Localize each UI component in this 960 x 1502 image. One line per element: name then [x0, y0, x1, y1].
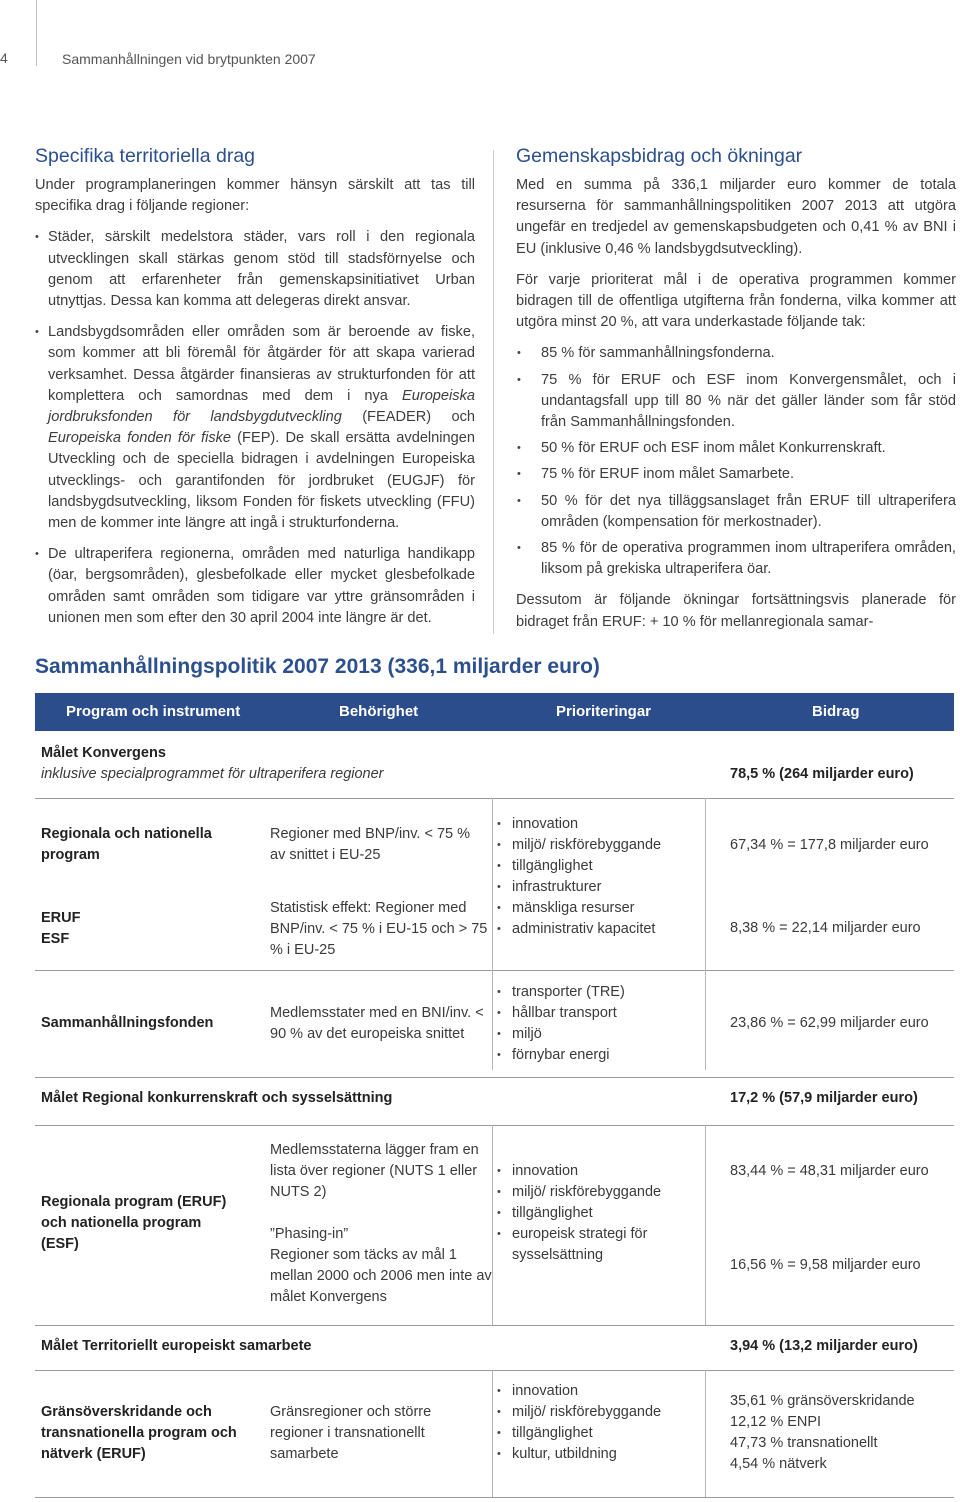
list-item: • europeisk strategi för sysselsättning	[495, 1224, 705, 1266]
row-divider	[35, 1370, 954, 1371]
eligibility: Medlemsstaterna lägger fram en lista över regioner (NUTS 1 eller NUTS 2)	[270, 1142, 479, 1200]
eligibility: Medlemsstater med en BNI/inv. < 90 % av det europeiska snittet	[270, 1005, 484, 1042]
contribution: 83,44 % = 48,31 miljarder euro	[730, 1163, 929, 1179]
running-title: Sammanhållningen vid brytpunkten 2007	[62, 51, 316, 67]
eligibility: Regioner med BNP/inv. < 75 % av snittet i EU-25	[270, 826, 471, 863]
right-paragraph-1: Med en summa på 336,1 miljarder euro kommer de totala resurserna för sammanhållningspolitiken 2007 2013 att utgöra ungefär en tredjedel av gemenskapsbudgeten och 0,41 % av BNI i EU (inklusive 0,46 % landsbygdsutveckling).	[516, 177, 956, 257]
program-name: Sammanhållningsfonden	[41, 1015, 214, 1031]
column-header: Program och instrument	[66, 703, 241, 720]
row-divider	[35, 798, 954, 799]
list-item: • innovation	[495, 1161, 705, 1182]
list-item: • De ultraperifera regionerna, områden med naturliga handikapp (öar, bergsområden), glesbefolkade eller mycket glesbefolkade områden samt områden som tidigare var yttre gränsområden i unionen men som efter den 30 april 2004 inte längre är det.	[35, 544, 475, 629]
list-item: • 75 % för ERUF inom målet Samarbete.	[516, 464, 956, 485]
priority-list	[495, 1381, 705, 1465]
phasing-in-label: ”Phasing-in”	[270, 1226, 349, 1242]
row-divider	[35, 970, 954, 971]
right-column	[516, 143, 956, 643]
table-header	[35, 693, 954, 731]
list-item: • tillgänglighet	[495, 1203, 705, 1224]
list-item: • tillgänglighet	[495, 1423, 705, 1444]
contribution: 35,61 % gränsöverskridande	[730, 1393, 915, 1409]
right-heading: Gemenskapsbidrag och ökningar	[516, 145, 803, 167]
list-item: • 50 % för ERUF och ESF inom målet Konkurrenskraft.	[516, 438, 956, 459]
column-header: Prioriteringar	[556, 703, 652, 720]
fund-name: ESF	[41, 931, 70, 947]
column-divider	[493, 150, 494, 634]
list-item: • miljö	[495, 1024, 705, 1045]
program-name: Regionala program (ERUF) och nationella program (ESF)	[41, 1194, 227, 1252]
goal-total: 78,5 % (264 miljarder euro)	[730, 766, 914, 782]
list-item: • miljö/ riskförebyggande	[495, 1182, 705, 1203]
right-paragraph-2: För varje prioriterat mål i de operativa programmen kommer bidragen till de offentliga utgifterna från fonderna, vilka kommer att utgöra minst 20 %, att vara underkastade följande tak:	[516, 271, 956, 331]
page-number: 4	[0, 50, 8, 66]
list-item: • 50 % för det nya tilläggsanslaget från ERUF till ultraperifera områden (kompensation för merkostnader).	[516, 491, 956, 533]
column-divider	[705, 1125, 706, 1325]
list-item: • hållbar transport	[495, 1003, 705, 1024]
program-name: Gränsöverskridande och transnationella program och nätverk (ERUF)	[41, 1404, 237, 1462]
contribution: 16,56 % = 9,58 miljarder euro	[730, 1257, 921, 1273]
goal-name: Målet Regional konkurrenskraft och sysselsättning	[41, 1090, 393, 1106]
list-item: • Landsbygdsområden eller områden som är beroende av fiske, som kommer att bli föremål för åtgärder för att skapa varierad verksamhet. Dessa åtgärder finansieras av strukturfonden för att komplettera och samordnas med dem i nya Europeiska jordbruksfonden för landsbygdutveckling (FEADER) och Europeiska fonden för fiske (FEP). De skall ersätta avdelningen Utveckling och de speciella bidragen i avdelningen Europeiska utvecklings- och garantifonden för jordbruket (EUGJF) för landsbygdsutveckling, liksom Fonden för fiskets utveckling (FFU) men de kommer inte längre att ingå i strukturfonderna.	[35, 322, 475, 534]
row-divider	[35, 1497, 954, 1498]
left-heading: Specifika territoriella drag	[35, 145, 256, 167]
list-item: • miljö/ riskförebyggande	[495, 1402, 705, 1423]
goal-name: Målet Territoriellt europeiskt samarbete	[41, 1338, 312, 1354]
priority-list	[495, 982, 705, 1066]
contribution: 8,38 % = 22,14 miljarder euro	[730, 920, 921, 936]
eligibility: Statistisk effekt: Regioner med BNP/inv. < 75 % i EU-15 och > 75 % i EU-25	[270, 900, 488, 958]
contribution: 4,54 % nätverk	[730, 1456, 827, 1472]
right-paragraph-3: Dessutom är följande ökningar fortsättningsvis planerade för bidraget från ERUF: + 10 % för mellanregionala samar-	[516, 592, 956, 630]
contribution-breakdown	[730, 1391, 915, 1475]
left-intro: Under programplaneringen kommer hänsyn särskilt att tas till specifika drag i följande regioner:	[35, 177, 475, 215]
list-item: • 75 % för ERUF och ESF inom Konvergensmålet, och i undantagsfall upp till 80 % när det gäller länder som får stöd från Sammanhållningsfonden.	[516, 370, 956, 434]
contribution: 67,34 % = 177,8 miljarder euro	[730, 837, 929, 853]
list-item: • innovation	[495, 1381, 705, 1402]
list-item: • 85 % för de operativa programmen inom ultraperifera områden, liksom på grekiska ultraperifera öar.	[516, 538, 956, 580]
column-divider	[492, 1370, 493, 1497]
column-divider	[705, 1370, 706, 1497]
column-divider	[492, 1125, 493, 1325]
list-item: • förnybar energi	[495, 1045, 705, 1066]
goal-name: Målet Konvergens	[41, 745, 166, 761]
column-divider	[705, 798, 706, 1070]
column-header: Behörighet	[339, 703, 419, 720]
row-divider	[35, 1325, 954, 1326]
column-divider	[492, 798, 493, 1070]
contribution: 23,86 % = 62,99 miljarder euro	[730, 1015, 929, 1031]
priority-list	[495, 1161, 705, 1266]
list-item: • mänskliga resurser	[495, 898, 705, 919]
list-item: • innovation	[495, 814, 705, 835]
region-list	[35, 227, 475, 629]
goal-total: 17,2 % (57,9 miljarder euro)	[730, 1090, 918, 1106]
list-item: • kultur, utbildning	[495, 1444, 705, 1465]
column-header: Bidrag	[812, 703, 860, 720]
header-divider	[36, 0, 37, 66]
table-title: Sammanhållningspolitik 2007 2013 (336,1 miljarder euro)	[35, 655, 600, 678]
contribution: 47,73 % transnationellt	[730, 1435, 878, 1451]
eligibility: Gränsregioner och större regioner i transnationellt samarbete	[270, 1404, 432, 1462]
list-item: • 85 % för sammanhållningsfonderna.	[516, 343, 956, 364]
list-item: • Städer, särskilt medelstora städer, vars roll i den regionala utvecklingen skall stärkas genom stöd till stadsförnyelse och genom att erfarenheter från gemenskapsinitiativet Urban utnyttjas. Dessa kan komma att delegeras direkt ansvar.	[35, 227, 475, 312]
row-divider	[35, 1125, 954, 1126]
list-item: • miljö/ riskförebyggande	[495, 835, 705, 856]
rate-list	[516, 343, 956, 580]
priority-list	[495, 814, 705, 940]
program-name: Regionala och nationella program	[41, 826, 212, 863]
row-divider	[35, 1077, 954, 1078]
contribution: 12,12 % ENPI	[730, 1414, 822, 1430]
goal-total: 3,94 % (13,2 miljarder euro)	[730, 1338, 918, 1354]
list-item: • tillgänglighet	[495, 856, 705, 877]
fund-name: ERUF	[41, 910, 81, 926]
eligibility: Regioner som täcks av mål 1 mellan 2000 och 2006 men inte av målet Konvergens	[270, 1247, 492, 1305]
left-column	[35, 143, 475, 639]
goal-subtitle: inklusive specialprogrammet för ultraperifera regioner	[41, 766, 384, 782]
list-item: • administrativ kapacitet	[495, 919, 705, 940]
list-item: • transporter (TRE)	[495, 982, 705, 1003]
list-item: • infrastrukturer	[495, 877, 705, 898]
